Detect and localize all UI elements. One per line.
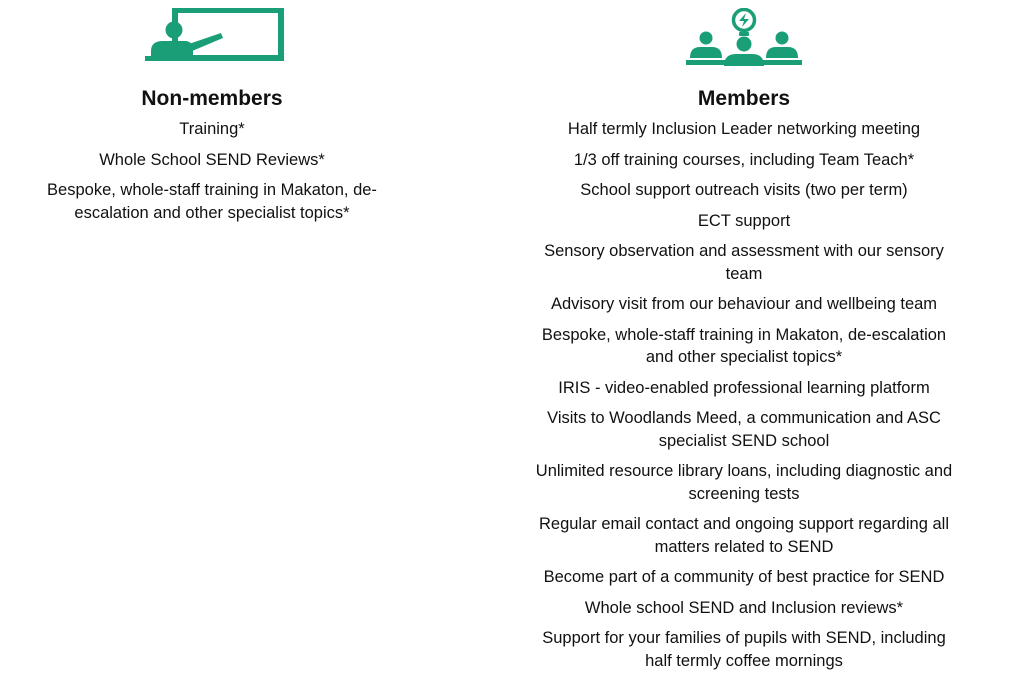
members-item: Advisory visit from our behaviour and wellbeing team	[550, 295, 938, 313]
members-item: Whole school SEND and Inclusion reviews*	[584, 598, 904, 617]
members-item: IRIS - video-enabled professional learning platform	[558, 378, 930, 397]
members-column	[528, 0, 960, 680]
members-item: School support outreach visits (two per term)	[580, 181, 908, 199]
members-item: Half termly Inclusion Leader networking meeting	[567, 120, 921, 138]
members-item: ECT support	[697, 211, 791, 230]
presentation-board-icon	[137, 8, 287, 62]
members-item: 1/3 off training courses, including Team Teach*	[573, 150, 915, 169]
non-members-item: Whole School SEND Reviews*	[99, 150, 325, 169]
non-members-title: Non-members	[141, 87, 283, 110]
non-members-list	[20, 118, 404, 224]
non-members-column	[20, 0, 404, 232]
non-members-icon-wrap	[20, 0, 404, 72]
members-item: Become part of a community of best practice for SEND	[543, 568, 945, 586]
members-title: Members	[697, 87, 791, 110]
members-list	[528, 118, 960, 672]
members-item: Bespoke, whole-staff training in Makaton, de-escalation and other specialist topics*	[541, 325, 947, 366]
members-item: Support for your families of pupils with SEND, including half termly coffee mornings	[542, 629, 946, 670]
team-idea-icon	[682, 8, 806, 68]
members-item: Visits to Woodlands Meed, a communication and ASC specialist SEND school	[547, 409, 941, 450]
non-members-item: Training*	[179, 120, 245, 138]
members-item: Sensory observation and assessment with our sensory team	[544, 242, 944, 283]
members-item: Regular email contact and ongoing support regarding all matters related to SEND	[538, 515, 949, 556]
non-members-item: Bespoke, whole-staff training in Makaton, de-escalation and other specialist topics*	[47, 181, 377, 222]
members-icon-wrap	[528, 0, 960, 72]
members-item: Unlimited resource library loans, including diagnostic and screening tests	[535, 462, 953, 503]
